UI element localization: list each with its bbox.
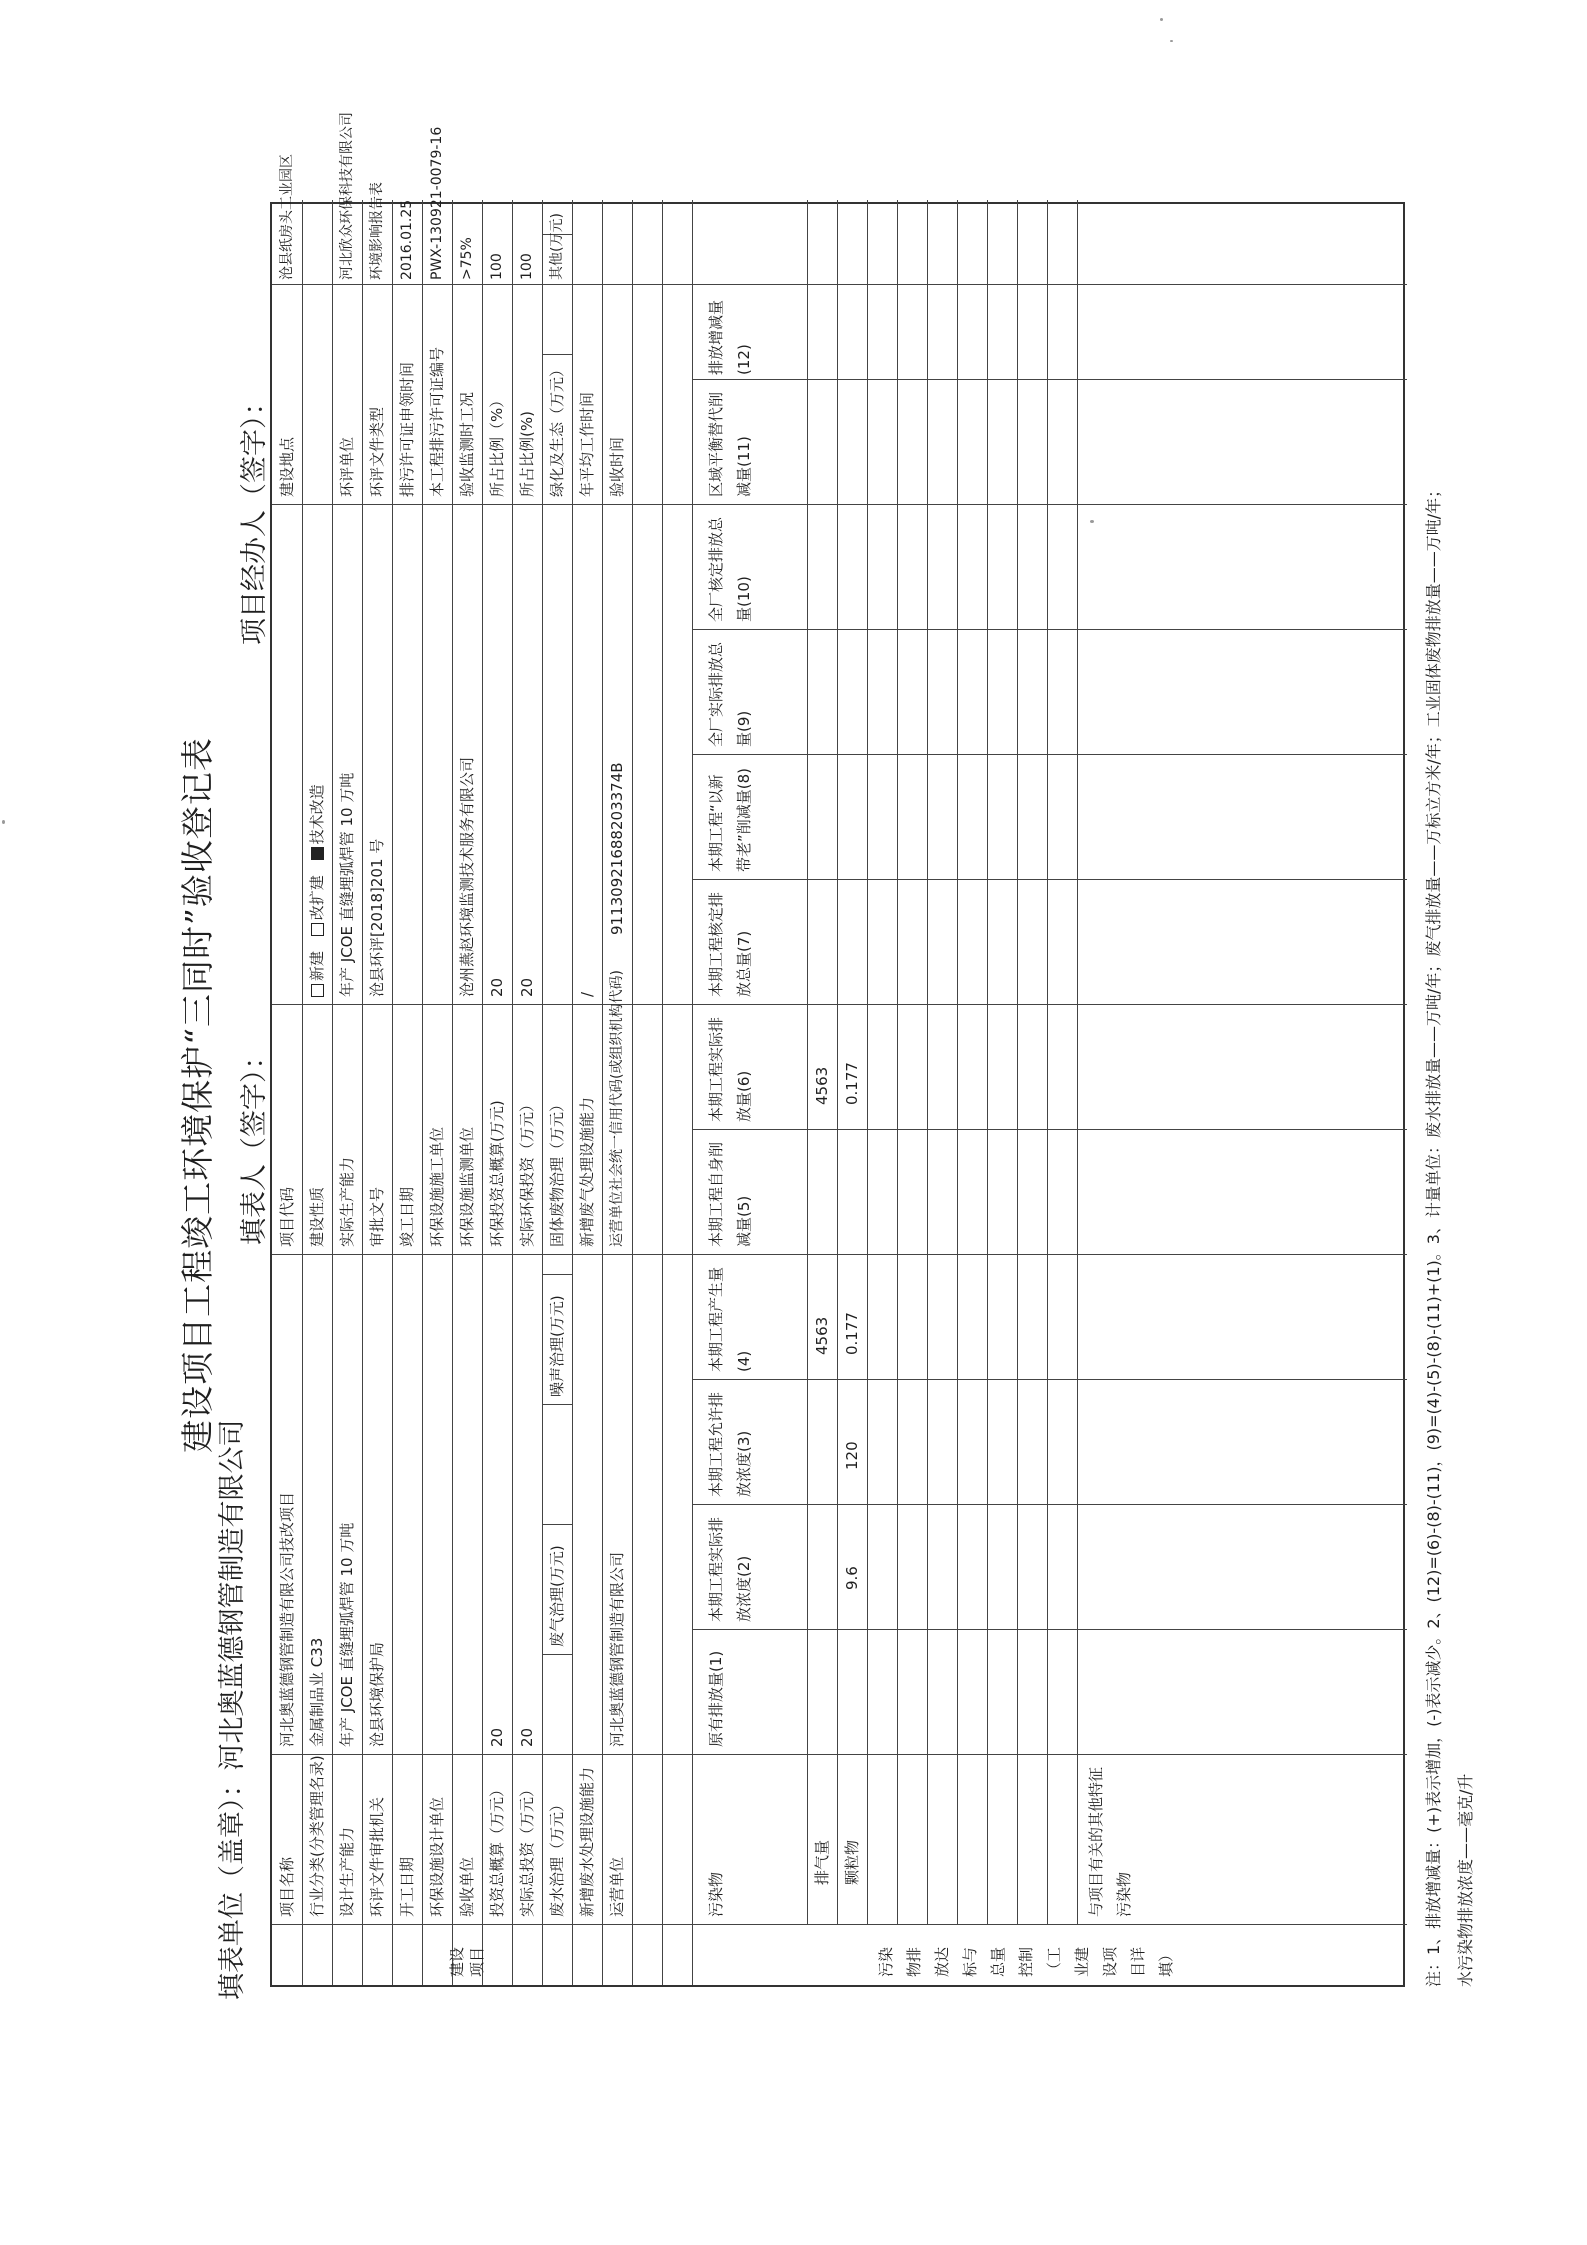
filler-person-signature: 填表人（签字）： bbox=[239, 1042, 270, 1245]
label-work-hours: 年平均工作时间 bbox=[578, 391, 596, 497]
label-location: 建设地点 bbox=[278, 436, 296, 497]
checkbox-expansion[interactable] bbox=[311, 923, 324, 936]
registration-table bbox=[270, 112, 1405, 1987]
footnote-line-2: 水污染物排放浓度——毫克/升 bbox=[1456, 1773, 1475, 1987]
label-design-capacity: 设计生产能力 bbox=[338, 1826, 356, 1917]
value-approval-authority: 沧县环境保护局 bbox=[368, 1641, 386, 1747]
table-cell: 120 bbox=[843, 1441, 861, 1470]
value-new-gas: / bbox=[578, 991, 596, 997]
document-title: 建设项目工程竣工环境保护“三同时”验收登记表 bbox=[178, 737, 217, 1453]
value-permit-no: PWX-130921-0079-16 bbox=[429, 126, 445, 280]
header-pollutant: 污染物 bbox=[707, 1871, 725, 1917]
table-cell: 0.177 bbox=[843, 1062, 861, 1105]
label-actual-total: 实际总投资（万元） bbox=[518, 1781, 536, 1917]
label-solid: 固体废物治理（万元） bbox=[548, 1096, 566, 1247]
scan-speck bbox=[1170, 40, 1173, 42]
table-cell: 0.177 bbox=[843, 1312, 861, 1355]
section-label-construction: 建设 项目 bbox=[448, 1946, 486, 1977]
label-nature: 建设性质 bbox=[308, 1186, 326, 1247]
label-eia-type: 环评文件类型 bbox=[368, 406, 386, 497]
label-project-name: 项目名称 bbox=[278, 1856, 296, 1917]
label-ratio: 所占比例（%） bbox=[488, 392, 506, 497]
section-label-pollutants: 污染 物排 放达 标与 总量 控制 （工 业建 设项 目详 填） bbox=[877, 1946, 1175, 1977]
header-col-4: 本期工程产生量(4) bbox=[707, 1266, 753, 1372]
value-actual-env: 20 bbox=[518, 977, 536, 997]
value-design-capacity: 年产 JCOE 直缝埋弧焊管 10 万吨 bbox=[338, 1522, 356, 1747]
footnote-line-1: 注：1、排放增减量：(+)表示增加，(-)表示减少。2、(12)=(6)-(8)-(11)，(9)=(4)-(5)-(8)-(11)+(1)。3、计量单位：废水排放量——万吨/年；废气排放量——万标立方米/年；工业固体废物排放量——万吨/年； bbox=[1424, 481, 1443, 1987]
label-actual-env: 实际环保投资（万元） bbox=[518, 1096, 536, 1247]
label-permit-no: 本工程排污许可证编号 bbox=[428, 346, 446, 497]
value-ratio: 100 bbox=[489, 253, 505, 280]
value-monitoring-unit: 沧州燕赵环境监测技术服务有限公司 bbox=[458, 756, 476, 997]
scan-speck bbox=[1160, 18, 1163, 21]
value-location: 沧县纸房头工业园区 bbox=[279, 154, 295, 280]
value-project-name: 河北奥蓝德钢管制造有限公司技改项目 bbox=[278, 1491, 296, 1747]
filler-unit: 填表单位（盖章）：河北奥蓝德钢管制造有限公司 bbox=[217, 1419, 248, 2000]
value-approval-doc: 沧县环评[2018]201 号 bbox=[368, 838, 386, 997]
label-new-gas: 新增废气处理设施能力 bbox=[578, 1096, 596, 1247]
header-col-3: 本期工程允许排放浓度(3) bbox=[707, 1391, 753, 1497]
label-monitoring-unit: 环保设施监测单位 bbox=[458, 1126, 476, 1247]
label-operator: 运营单位 bbox=[608, 1856, 626, 1917]
table-cell: 9.6 bbox=[843, 1566, 861, 1590]
value-actual-ratio: 100 bbox=[519, 253, 535, 280]
value-credit-code: 91130921688203374B bbox=[608, 762, 626, 935]
scan-speck bbox=[1090, 520, 1094, 523]
label-actual-ratio: 所占比例(%) bbox=[518, 411, 536, 497]
value-actual-total: 20 bbox=[518, 1727, 536, 1747]
label-total-invest: 投资总概算（万元） bbox=[488, 1781, 506, 1917]
label-approval-authority: 环评文件审批机关 bbox=[368, 1796, 386, 1917]
footnote bbox=[1418, 87, 1482, 1987]
value-monitoring-condition: >75% bbox=[459, 237, 475, 280]
project-handler-signature: 项目经办人（签字）： bbox=[239, 388, 270, 645]
label-industry: 行业分类(分类管理名录) bbox=[308, 1755, 326, 1917]
label-noise: 噪声治理(万元) bbox=[548, 1295, 566, 1397]
header-col-9: 全厂实际排放总量(9) bbox=[707, 641, 753, 747]
label-permit-date: 排污许可证申领时间 bbox=[398, 361, 416, 497]
header-col-11: 区域平衡替代削减量(11) bbox=[707, 391, 753, 497]
label-green: 绿化及生态（万元） bbox=[548, 361, 566, 497]
header-col-12: 排放增减量(12) bbox=[707, 299, 753, 375]
checkbox-tech-upgrade-checked[interactable] bbox=[311, 847, 324, 860]
value-eia-type: 环境影响报告表 bbox=[369, 182, 385, 280]
header-col-10: 全厂核定排放总量(10) bbox=[707, 516, 753, 622]
table-cell: 4563 bbox=[813, 1316, 831, 1355]
label-project-code: 项目代码 bbox=[278, 1186, 296, 1247]
value-env-invest: 20 bbox=[488, 977, 506, 997]
label-eia-unit: 环评单位 bbox=[338, 436, 356, 497]
label-other-pollutants: 与项目有关的其他特征污染物 bbox=[1087, 1766, 1133, 1917]
header-col-5: 本期工程自身削减量(5) bbox=[707, 1141, 753, 1247]
label-acceptance-unit: 验收单位 bbox=[458, 1856, 476, 1917]
label-gas: 废气治理(万元) bbox=[548, 1545, 566, 1647]
table-cell: 4563 bbox=[813, 1066, 831, 1105]
label-design-unit: 环保设施设计单位 bbox=[428, 1796, 446, 1917]
label-acceptance-time: 验收时间 bbox=[608, 436, 626, 497]
label-other: 其他(万元) bbox=[549, 213, 565, 280]
scan-speck bbox=[2, 820, 5, 824]
label-credit-code: 运营单位社会统一信用代码(或组织机构代码) bbox=[609, 970, 625, 1247]
label-env-invest: 环保投资总概算(万元) bbox=[488, 1100, 506, 1247]
label-start-date: 开工日期 bbox=[398, 1856, 416, 1917]
label-completion-date: 竣工日期 bbox=[398, 1186, 416, 1247]
header-col-7: 本期工程核定排放总量(7) bbox=[707, 891, 753, 997]
header-col-8: 本期工程“以新带老”削减量(8) bbox=[707, 767, 753, 872]
value-total-invest: 20 bbox=[488, 1727, 506, 1747]
pollutant-row-name: 排气量 bbox=[813, 1839, 831, 1885]
value-industry: 金属制品业 C33 bbox=[308, 1637, 326, 1747]
label-water: 废水治理（万元） bbox=[548, 1796, 566, 1917]
value-actual-capacity: 年产 JCOE 直缝埋弧焊管 10 万吨 bbox=[338, 772, 356, 997]
header-col-2: 本期工程实际排放浓度(2) bbox=[707, 1516, 753, 1622]
value-eia-unit: 河北欣众环保科技有限公司 bbox=[339, 112, 355, 280]
label-new-water: 新增废水处理设施能力 bbox=[578, 1766, 596, 1917]
label-actual-capacity: 实际生产能力 bbox=[338, 1156, 356, 1247]
checkbox-new[interactable] bbox=[311, 984, 324, 997]
pollutant-row-name: 颗粒物 bbox=[843, 1839, 861, 1885]
nature-options: 新建 改扩建 技术改造 bbox=[307, 784, 327, 997]
value-operator: 河北奥蓝德钢管制造有限公司 bbox=[608, 1551, 626, 1747]
label-construction-unit: 环保设施施工单位 bbox=[428, 1126, 446, 1247]
header-col-6: 本期工程实际排放量(6) bbox=[707, 1016, 753, 1122]
label-approval-doc: 审批文号 bbox=[368, 1186, 386, 1247]
header-col-1: 原有排放量(1) bbox=[707, 1650, 725, 1747]
label-monitoring-condition: 验收监测时工况 bbox=[458, 391, 476, 497]
value-permit-date: 2016.01.25 bbox=[399, 199, 415, 280]
